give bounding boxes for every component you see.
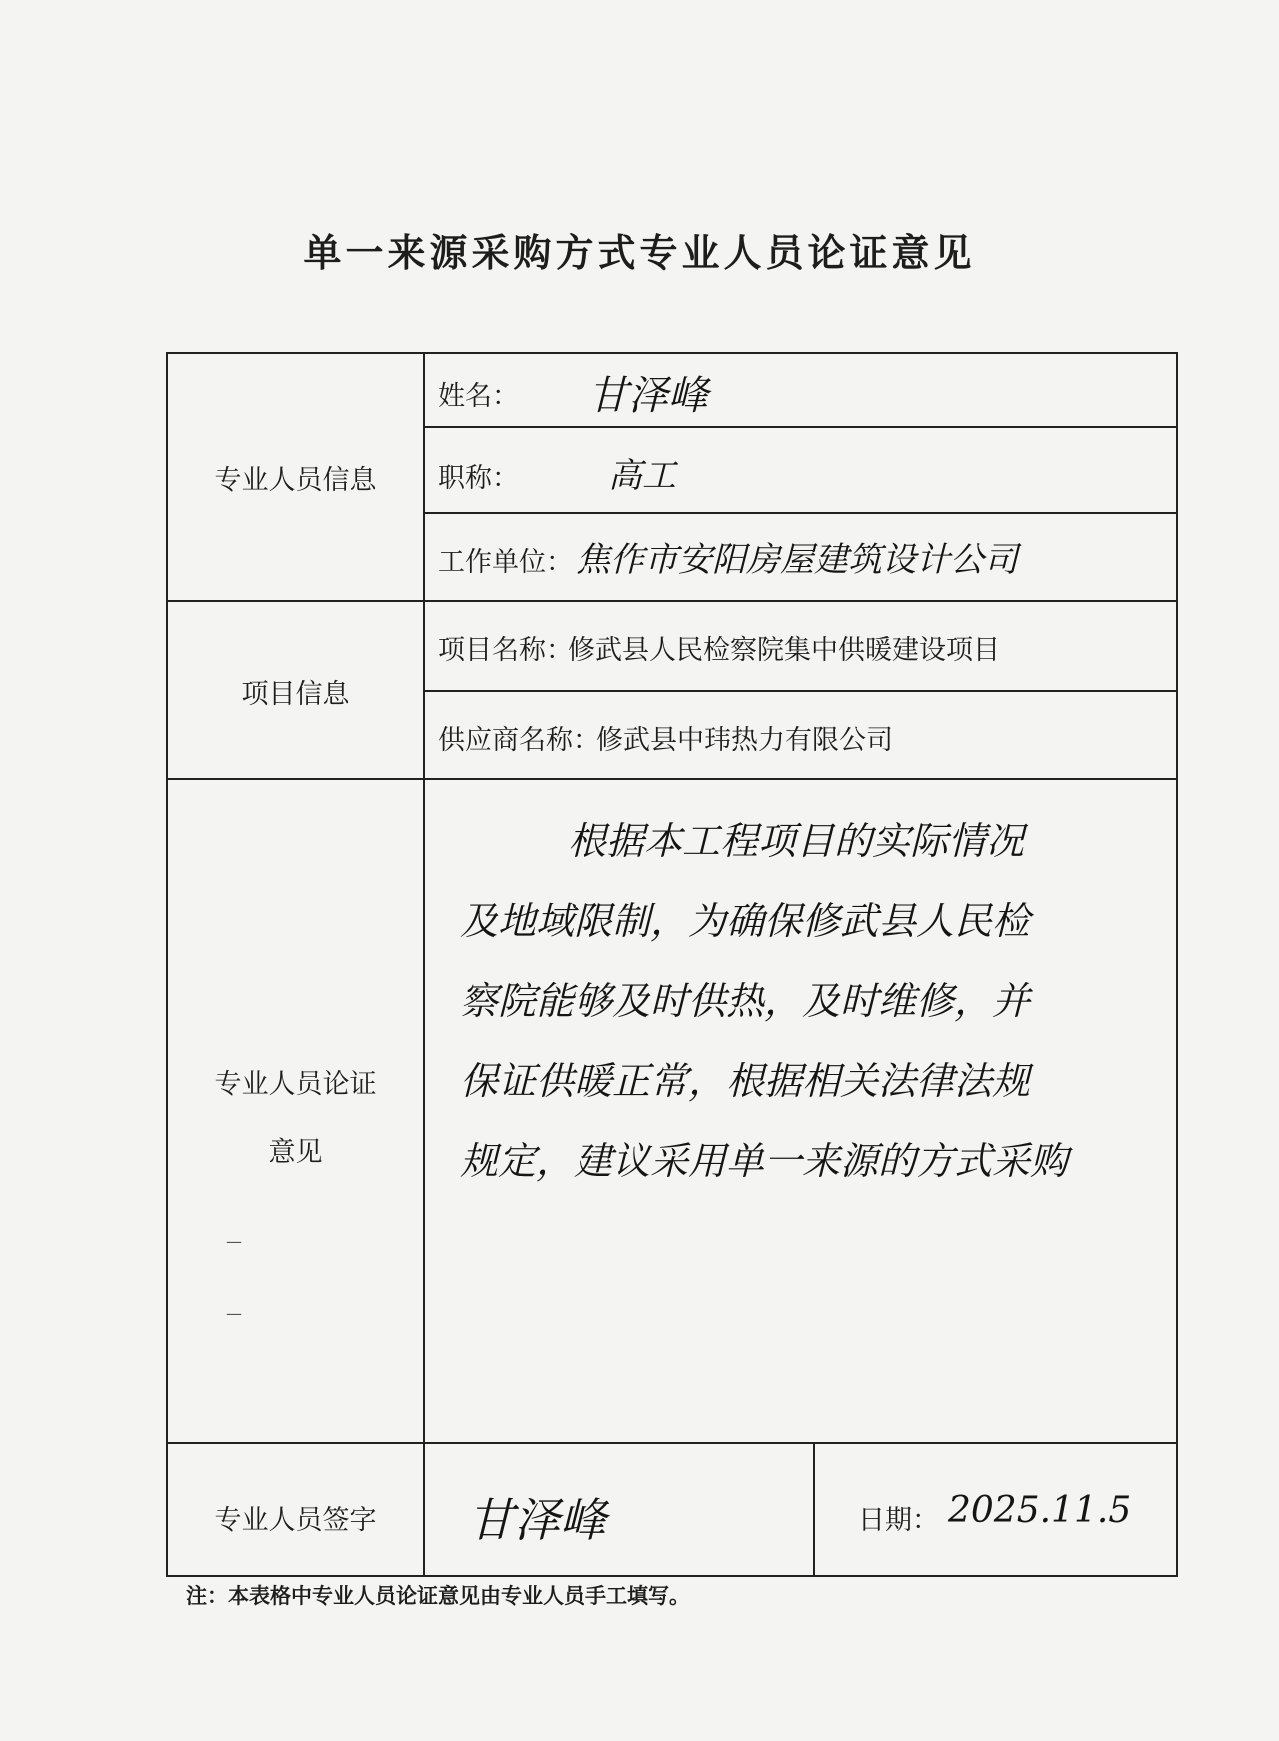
signature-handwritten: 甘泽峰 — [468, 1493, 606, 1547]
date-handwritten: 2025.11.5 — [948, 1490, 1132, 1531]
opinion-form — [166, 352, 1178, 1577]
signature-column-divider — [423, 1444, 425, 1577]
stray-mark: — — [226, 1304, 242, 1323]
project-name-value: 修武县人民检察院集中供暖建设项目 — [568, 635, 1000, 666]
name-handwritten: 甘泽峰 — [588, 373, 708, 419]
name-label: 姓名： — [438, 381, 519, 412]
stray-mark: — — [226, 1232, 242, 1251]
opinion-line: 察院能够及时供热，及时维修，并 — [460, 979, 1031, 1023]
employer-label: 工作单位： — [438, 547, 573, 578]
signature-label: 专业人员签字 — [214, 1505, 377, 1536]
project-name-label: 项目名称： — [438, 635, 573, 666]
personnel-section-label: 专业人员信息 — [214, 465, 377, 496]
row-divider — [423, 426, 1178, 428]
title-label: 职称： — [438, 463, 519, 494]
opinion-line: 及地域限制，为确保修武县人民检 — [460, 899, 1031, 943]
project-section-label: 项目信息 — [241, 679, 350, 710]
section-divider — [168, 778, 1178, 780]
section-divider — [168, 600, 1178, 602]
row-divider — [423, 690, 1178, 692]
opinion-line: 规定，建议采用单一来源的方式采购 — [460, 1139, 1069, 1183]
row-divider — [423, 512, 1178, 514]
form-title: 单一来源采购方式专业人员论证意见 — [303, 230, 976, 275]
opinion-section-label-line2: 意见 — [268, 1137, 323, 1168]
date-label: 日期： — [858, 1505, 939, 1536]
opinion-line: 根据本工程项目的实际情况 — [568, 819, 1025, 863]
column-divider — [423, 354, 425, 1444]
supplier-value: 修武县中玮热力有限公司 — [596, 725, 893, 756]
supplier-label: 供应商名称： — [438, 725, 600, 756]
title-handwritten: 高工 — [608, 456, 676, 496]
footnote: 注：本表格中专业人员论证意见由专业人员手工填写。 — [186, 1584, 690, 1608]
employer-handwritten: 焦作市安阳房屋建筑设计公司 — [576, 540, 1018, 580]
opinion-section-label-line1: 专业人员论证 — [214, 1069, 377, 1100]
date-column-divider — [813, 1444, 815, 1577]
opinion-line: 保证供暖正常，根据相关法律法规 — [460, 1059, 1031, 1103]
section-divider — [168, 1442, 1178, 1444]
